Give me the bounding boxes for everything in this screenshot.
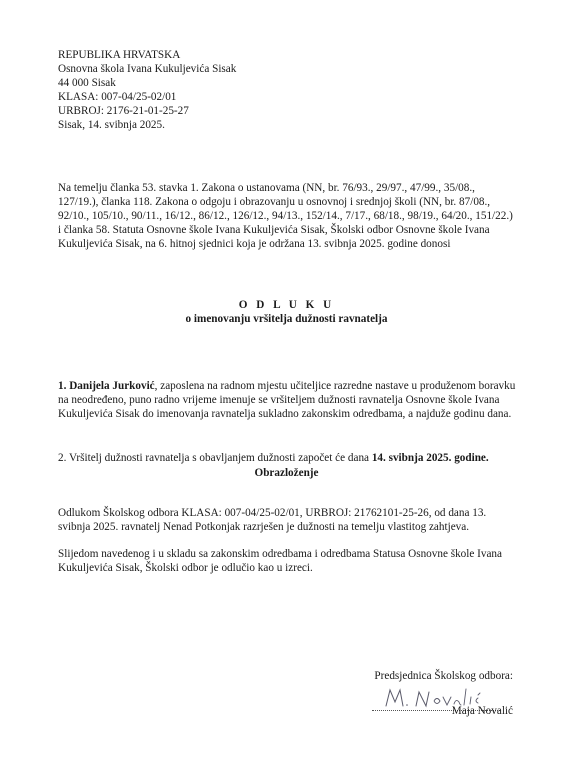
decision-item-2-text: 2. Vršitelj dužnosti ravnatelja s obavljanjem dužnosti započet će dana xyxy=(58,452,372,464)
header-school-name: Osnovna škola Ivana Kukuljevića Sisak xyxy=(58,63,237,75)
decision-title xyxy=(0,298,573,326)
decision-item-2 xyxy=(58,451,520,465)
explanation-paragraph-2: Slijedom navedenog i u skladu sa zakonskim odredbama i odredbama Statusa Osnovne škole Ivana Kukuljevića Sisak, Školski odbor je odlučio kao u izreci. xyxy=(58,548,502,574)
header-klasa: KLASA: 007-04/25-02/01 xyxy=(58,91,177,103)
header-urbroj: URBROJ: 2176-21-01-25-27 xyxy=(58,105,189,117)
header-postal-city: 44 000 Sisak xyxy=(58,77,116,89)
decision-title-main: O D L U K U xyxy=(238,299,335,311)
legal-basis-paragraph: Na temelju članka 53. stavka 1. Zakona o ustanovama (NN, br. 76/93., 29/97., 47/99., 35/08., 127/19.), članka 118. Zakona o odgoju i obrazovanju u osnovnoj i srednjoj školi (NN, br. 87/08., 92/10., 105/10., 90/11., 16/12., 86/12., 126/12., 94/13., 152/14., 7/17., 68/18., 98/19., 64/20., 151/22.) i članka 58. Statuta Osnovne škole Ivana Kukuljevića Sisak, Školski odbor Osnovne škole Ivana Kukuljevića Sisak, na 6. hitnoj sjednici koja je održana 13. svibnja 2025. godine donosi xyxy=(58,182,513,250)
decision-item-1-name: 1. Danijela Jurković xyxy=(58,380,155,392)
signatory-role: Predsjednica Školskog odbora: xyxy=(374,670,513,682)
explanation-paragraph-1: Odlukom Školskog odbora KLASA: 007-04/25-02/01, URBROJ: 21762101-25-26, od dana 13. svibnja 2025. ravnatelj Nenad Potkonjak razrješen je dužnosti na temelju vlastitog zahtjeva. xyxy=(58,507,487,533)
explanation-heading: Obrazloženje xyxy=(254,467,319,479)
decision-item-1 xyxy=(58,379,520,421)
decision-item-2-date: 14. svibnja 2025. godine. xyxy=(371,452,489,464)
header-date: Sisak, 14. svibnja 2025. xyxy=(58,119,165,131)
decision-title-subtitle: o imenovanju vršitelja dužnosti ravnatelja xyxy=(185,313,388,325)
decision-item-1-text: , zaposlena na radnom mjestu učiteljice razredne nastave u produženom boravku na neodređeno, puno radno vrijeme imenuje se vršiteljem dužnosti ravnatelja Osnovne škole Ivana Kukuljevića Sisak do imenovanja ravnatelja sukladno zakonskim odredbama, a najduže godinu dana. xyxy=(58,380,516,420)
signatory-name: Maja Novalić xyxy=(451,705,513,717)
header-country: REPUBLIKA HRVATSKA xyxy=(58,49,181,61)
document-header xyxy=(58,48,358,132)
